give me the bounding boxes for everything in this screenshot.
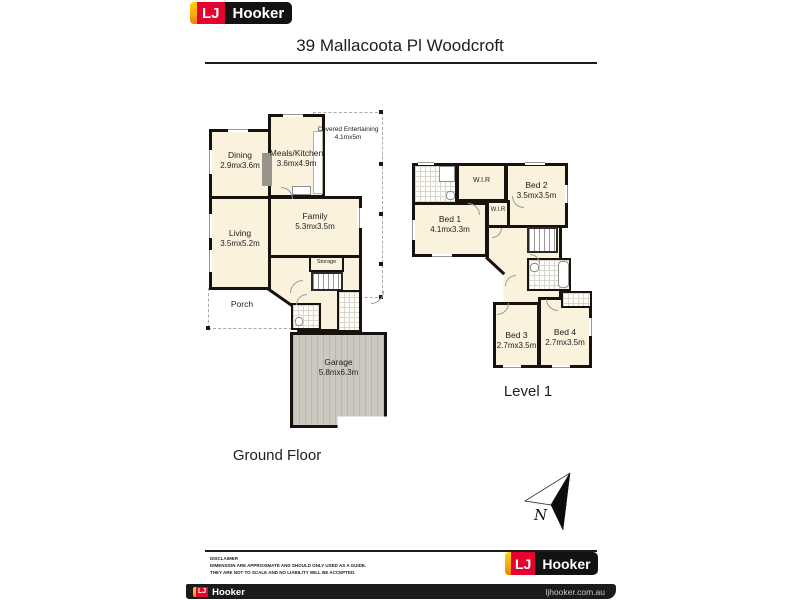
room-name: Dining xyxy=(227,150,253,160)
disclaimer-heading: DISCLAIMER xyxy=(210,556,238,561)
post xyxy=(206,326,210,330)
room-label-living xyxy=(209,228,271,249)
toilet xyxy=(446,191,455,200)
north-compass xyxy=(520,462,600,537)
room-name: Covered Entertaining xyxy=(317,126,379,133)
room-name: Meals/Kitchen xyxy=(269,148,324,158)
post xyxy=(379,262,383,266)
room-name: Living xyxy=(228,228,252,238)
bathtub xyxy=(558,261,569,288)
website-link[interactable]: ljhooker.com.au xyxy=(545,586,605,597)
lj-hooker-logo-footer xyxy=(505,552,598,575)
room-name: Storage xyxy=(316,259,337,265)
logo-hooker-mark: Hooker xyxy=(535,552,597,575)
window-mark xyxy=(283,112,303,117)
room-label-garage xyxy=(290,357,387,378)
disclaimer-line: THEY ARE NOT TO SCALE AND NO LIABILITY WILL BE ACCEPTED. xyxy=(210,569,356,575)
room-name: Family xyxy=(302,211,328,221)
footer-bar-logo xyxy=(193,587,245,597)
room-label-wir-small xyxy=(484,207,512,215)
room-name: Bed 1 xyxy=(438,214,462,224)
room-dims: 2.7mx3.5m xyxy=(496,341,537,351)
toilet xyxy=(530,263,539,272)
room-label-storage xyxy=(309,259,344,266)
room-name: Garage xyxy=(324,357,353,367)
room-dims: 5.8mx6.3m xyxy=(318,368,359,378)
ground-floor-label: Ground Floor xyxy=(232,447,322,464)
logo-lj-mark: LJ xyxy=(197,2,225,24)
room-label-family xyxy=(268,211,362,232)
room-label-bed4 xyxy=(538,327,592,348)
post xyxy=(379,110,383,114)
window-mark xyxy=(228,127,248,132)
disclaimer-block xyxy=(210,556,430,576)
window-mark xyxy=(503,365,521,370)
room-dims: 5.3mx3.5m xyxy=(295,222,335,232)
room-name: Bed 3 xyxy=(505,330,528,340)
room-linen xyxy=(561,291,592,308)
room-name: Porch xyxy=(230,299,254,309)
footer-bar xyxy=(186,584,616,599)
room-garage xyxy=(290,332,387,428)
post xyxy=(379,212,383,216)
room-dims: 3.5mx3.5m xyxy=(516,191,557,201)
room-dims: 2.9mx3.6m xyxy=(220,161,260,171)
window-mark xyxy=(525,160,545,165)
logo-hooker-mark: Hooker xyxy=(225,2,293,24)
logo-lj-mark: LJ xyxy=(198,588,207,595)
room-dims: 3.6mx4.9m xyxy=(276,159,317,169)
lj-hooker-logo xyxy=(190,2,292,24)
room-label-porch xyxy=(222,299,262,310)
shower xyxy=(439,166,455,182)
room-name: W.I.R xyxy=(472,177,491,184)
level1-label: Level 1 xyxy=(503,383,553,400)
logo-yellow-strip xyxy=(190,2,197,24)
room-label-bed3 xyxy=(493,330,540,351)
window-mark xyxy=(418,160,434,165)
room-bathroom-ground xyxy=(291,303,321,330)
window-mark xyxy=(207,250,212,272)
page-title: 39 Mallacoota Pl Woodcroft xyxy=(296,36,504,55)
stove xyxy=(292,186,311,195)
disclaimer-line: DIMENSION ARE APPROXIMATE AND SHOULD ONLY USED AS A GUIDE. xyxy=(210,562,367,568)
room-dims: 3.5mx5.2m xyxy=(220,239,260,249)
logo-lj-mark: LJ xyxy=(511,552,535,575)
header-rule xyxy=(205,62,597,64)
porch-edge xyxy=(208,328,292,329)
room-label-dining xyxy=(209,150,271,171)
room-laundry xyxy=(337,290,361,332)
window-mark xyxy=(552,365,570,370)
room-name: W.I.R xyxy=(490,207,506,213)
window-mark xyxy=(432,254,452,259)
room-dims: 2.7mx3.5m xyxy=(545,338,585,348)
room-label-bed1 xyxy=(412,214,488,235)
toilet xyxy=(295,317,303,326)
room-dims: 4.1mx3.3m xyxy=(430,225,470,235)
room-label-covered-entertaining xyxy=(314,126,382,143)
room-dims: 4.1mx5m xyxy=(334,134,362,142)
room-label-bed2 xyxy=(505,180,568,201)
stairs-level1 xyxy=(527,227,558,253)
room-name: Bed 2 xyxy=(525,180,548,190)
stairs-ground-floor xyxy=(311,272,343,291)
post xyxy=(379,162,383,166)
room-label-meals-kitchen xyxy=(266,148,327,169)
compass-north-label: N xyxy=(534,506,548,524)
logo-hooker-text: Hooker xyxy=(212,586,245,598)
porch-edge xyxy=(208,288,209,328)
door-arc xyxy=(371,291,384,304)
room-name: Bed 4 xyxy=(553,327,577,337)
room-label-wir-main xyxy=(456,176,507,185)
